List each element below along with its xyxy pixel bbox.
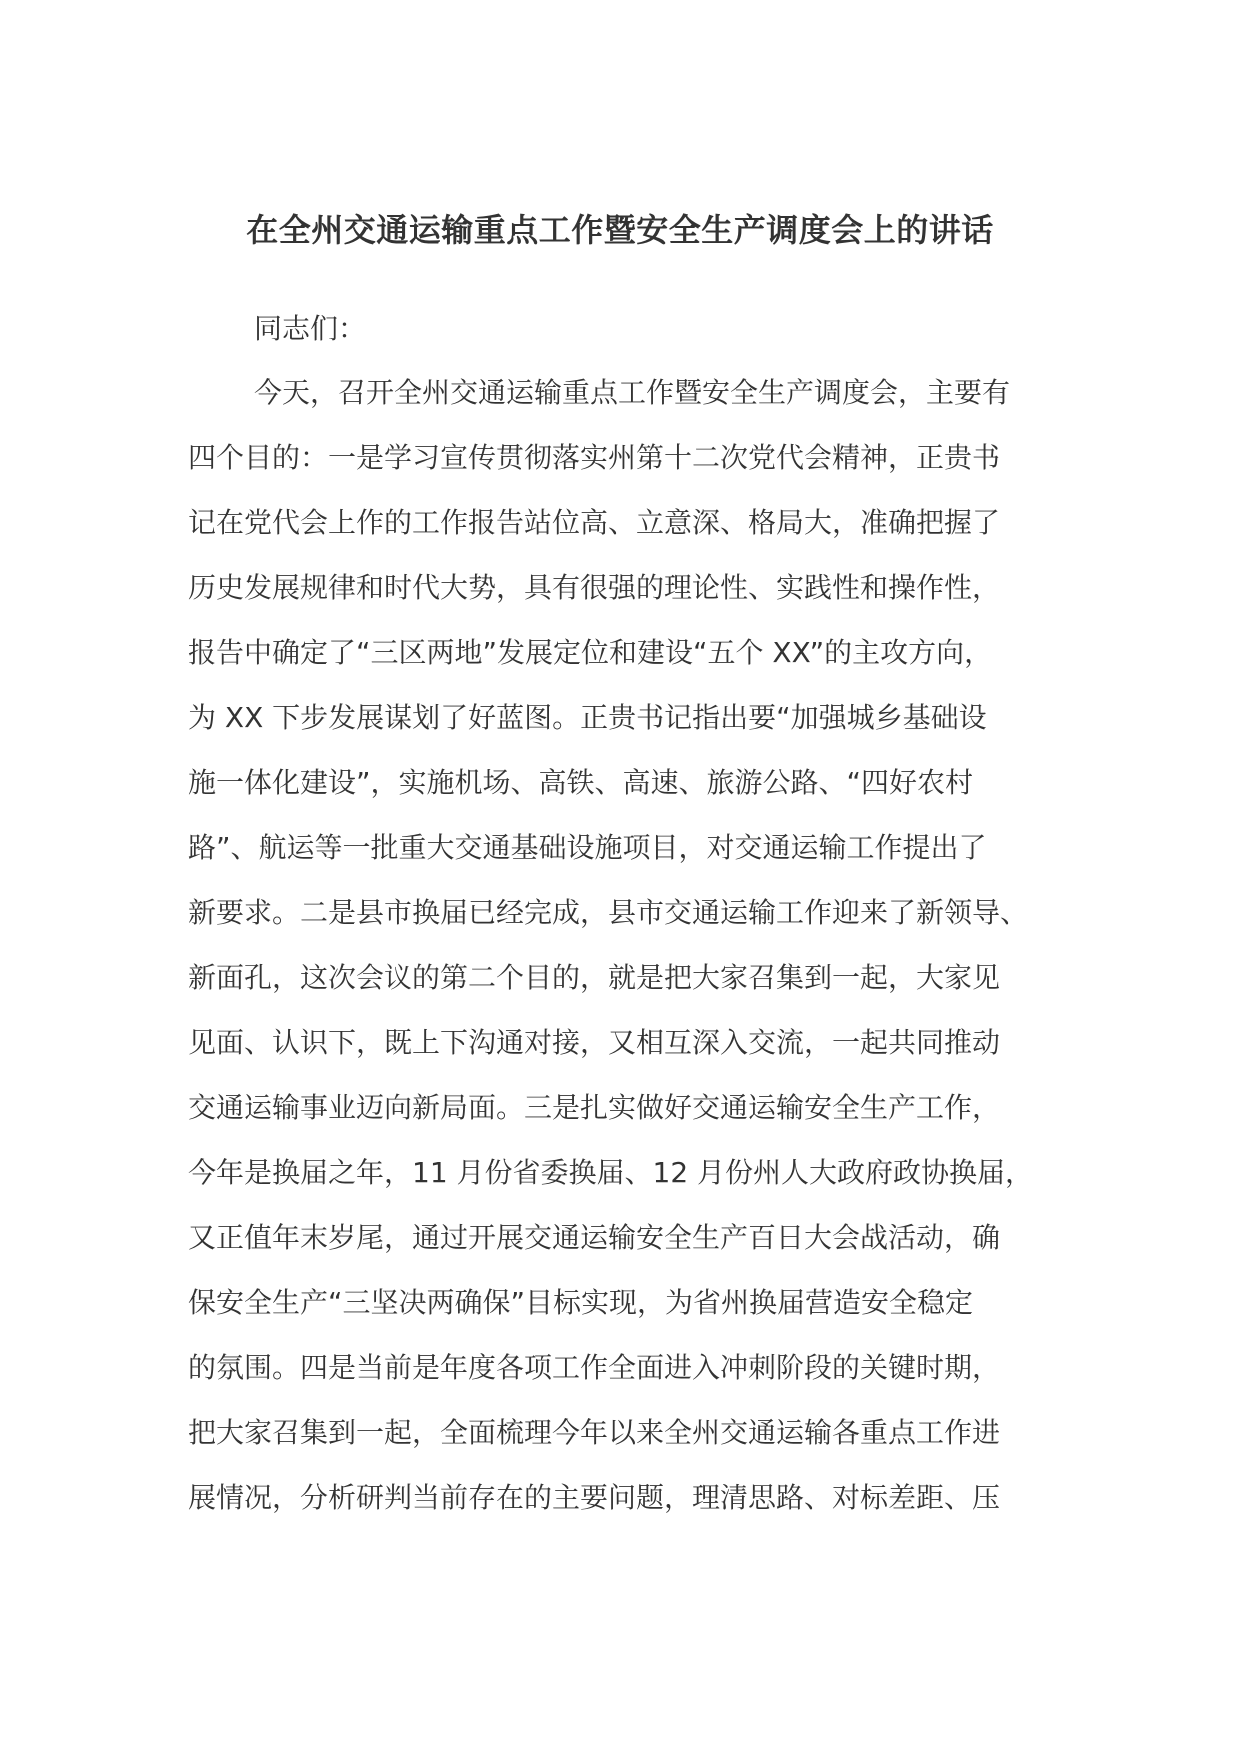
body-line: 今年是换届之年，11 月份省委换届、12 月份州人大政府政协换届， xyxy=(188,1156,1034,1189)
body-line: 历史发展规律和时代大势，具有很强的理论性、实践性和操作性， xyxy=(188,571,1001,604)
body-line: 展情况，分析研判当前存在的主要问题，理清思路、对标差距、压 xyxy=(188,1481,1001,1514)
body-line: 新要求。二是县市换届已经完成，县市交通运输工作迎来了新领导、 xyxy=(188,896,1029,929)
body-line: 又正值年末岁尾，通过开展交通运输安全生产百日大会战活动，确 xyxy=(188,1221,1001,1254)
salutation: 同志们： xyxy=(254,312,367,345)
body-line: 路”、航运等一批重大交通基础设施项目，对交通运输工作提出了 xyxy=(188,831,987,864)
body-line: 记在党代会上作的工作报告站位高、立意深、格局大，准确把握了 xyxy=(188,506,1001,539)
body-line: 新面孔，这次会议的第二个目的，就是把大家召集到一起，大家见 xyxy=(188,961,1001,994)
body-line: 今天，召开全州交通运输重点工作暨安全生产调度会，主要有 xyxy=(254,376,1011,409)
body-line: 交通运输事业迈向新局面。三是扎实做好交通运输安全生产工作， xyxy=(188,1091,1001,1124)
body-line: 施一体化建设”，实施机场、高铁、高速、旅游公路、“四好农村 xyxy=(188,766,974,799)
body-line: 四个目的：一是学习宣传贯彻落实州第十二次党代会精神，正贵书 xyxy=(188,441,1001,474)
body-line: 把大家召集到一起，全面梳理今年以来全州交通运输各重点工作进 xyxy=(188,1416,1001,1449)
body-line: 报告中确定了“三区两地”发展定位和建设“五个 XX”的主攻方向， xyxy=(188,636,993,669)
document-title: 在全州交通运输重点工作暨安全生产调度会上的讲话 xyxy=(246,211,994,249)
body-line: 见面、认识下，既上下沟通对接，又相互深入交流，一起共同推动 xyxy=(188,1026,1001,1059)
body-line: 为 XX 下步发展谋划了好蓝图。正贵书记指出要“加强城乡基础设 xyxy=(188,701,987,734)
body-line: 的氛围。四是当前是年度各项工作全面进入冲刺阶段的关键时期， xyxy=(188,1351,1001,1384)
body-line: 保安全生产“三坚决两确保”目标实现，为省州换届营造安全稳定 xyxy=(188,1286,974,1319)
